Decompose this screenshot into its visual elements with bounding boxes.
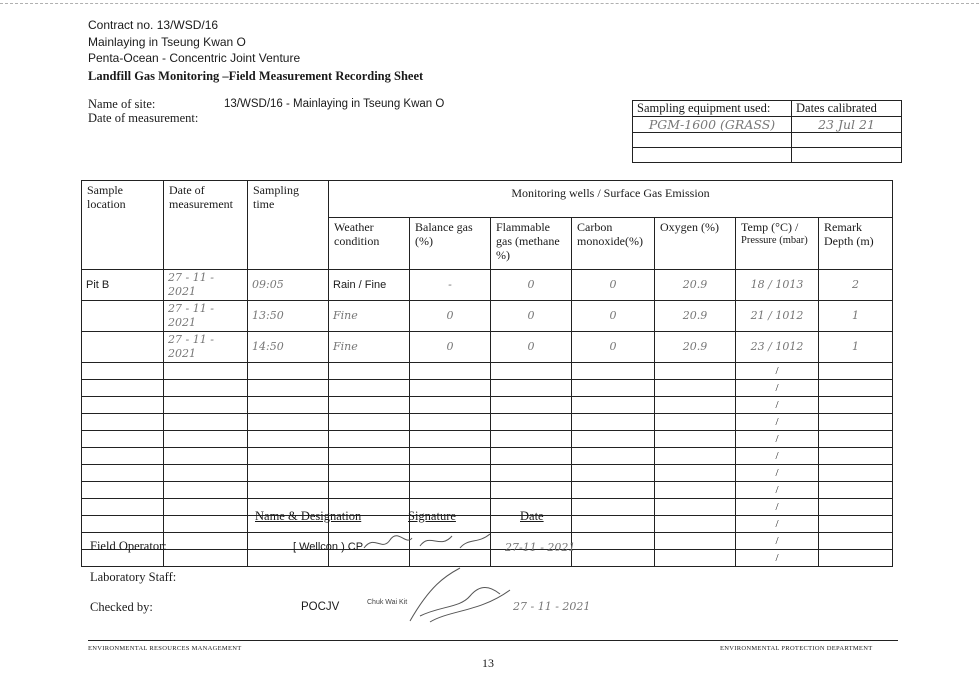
table-row [82, 332, 893, 363]
cell-location [82, 301, 164, 332]
cell-oxygen: 20.9 [655, 301, 736, 332]
cell-weather: Fine [329, 301, 410, 332]
cell-flammable: 0 [491, 270, 572, 301]
cell-temp: 23 / 1012 [736, 332, 819, 363]
cell-flammable: 0 [491, 332, 572, 363]
cell-carbon: 0 [572, 270, 655, 301]
col-weather: Weather condition [329, 217, 410, 269]
table-row [82, 301, 893, 332]
sheet-title: Landfill Gas Monitoring –Field Measurement Recording Sheet [88, 69, 424, 83]
cell-time: 13:50 [248, 301, 329, 332]
cell-date: 27 - 11 - 2021 [164, 301, 248, 332]
field-operator-signature [360, 528, 500, 556]
checked-by-label: Checked by: [90, 600, 153, 614]
col-sampling-time: Sampling time [248, 181, 329, 270]
col-monitoring-wells: Monitoring wells / Surface Gas Emission [329, 181, 893, 218]
empty-row [82, 414, 893, 431]
field-operator-label: Field Operator: [90, 539, 167, 553]
empty-row [82, 499, 893, 516]
checked-signature [400, 566, 530, 626]
temp-slash: / [736, 533, 819, 550]
contract-number: Contract no. 13/WSD/16 [88, 18, 219, 32]
cell-balance: 0 [410, 301, 491, 332]
temp-slash: / [736, 414, 819, 431]
col-signature: Signature [408, 509, 456, 523]
col-name-designation: Name & Designation [255, 509, 362, 523]
temp-slash: / [736, 550, 819, 567]
col-date-of-measurement: Date of measurement [164, 181, 248, 270]
col-sample-location: Sample location [82, 181, 164, 270]
cell-weather: Fine [329, 332, 410, 363]
cell-remark: 1 [819, 332, 893, 363]
scan-edge [0, 3, 979, 4]
monitoring-table [81, 180, 893, 567]
cell-carbon: 0 [572, 332, 655, 363]
cell-time: 09:05 [248, 270, 329, 301]
cell-oxygen: 20.9 [655, 270, 736, 301]
project-name: Mainlaying in Tseung Kwan O [88, 35, 246, 49]
temp-slash: / [736, 448, 819, 465]
temp-slash: / [736, 363, 819, 380]
temp-slash: / [736, 465, 819, 482]
calibrated-value: 23 Jul 21 [792, 117, 902, 133]
cell-location [82, 332, 164, 363]
cell-flammable: 0 [491, 301, 572, 332]
date-of-measurement-label: Date of measurement: [88, 111, 199, 125]
cell-oxygen: 20.9 [655, 332, 736, 363]
col-carbon-monoxide: Carbon monoxide(%) [572, 217, 655, 269]
checked-by-name: POCJV [301, 601, 340, 613]
equipment-value: PGM-1600 (GRASS) [633, 117, 792, 133]
cell-date: 27 - 11 - 2021 [164, 332, 248, 363]
cell-balance: 0 [410, 332, 491, 363]
empty-row [82, 482, 893, 499]
contractor-name: Penta-Ocean - Concentric Joint Venture [88, 51, 301, 65]
col-balance-gas: Balance gas (%) [410, 217, 491, 269]
empty-row [82, 465, 893, 482]
empty-row [82, 363, 893, 380]
footer-left: ENVIRONMENTAL RESOURCES MANAGEMENT [88, 645, 242, 652]
col-oxygen: Oxygen (%) [655, 217, 736, 269]
equipment-table [632, 100, 902, 163]
field-operator-date: 27-11 - 2021 [505, 541, 576, 554]
cell-temp: 21 / 1012 [736, 301, 819, 332]
page-number: 13 [482, 656, 494, 670]
col-temp-pressure [736, 217, 819, 269]
col-flammable-gas: Flammable gas (methane %) [491, 217, 572, 269]
empty-row [82, 380, 893, 397]
site-name-label: Name of site: [88, 97, 156, 111]
checked-chop: Chuk Wai Kit [367, 599, 408, 606]
footer-rule [88, 640, 898, 641]
empty-row [82, 397, 893, 414]
laboratory-staff-label: Laboratory Staff: [90, 570, 177, 584]
temp-slash: / [736, 499, 819, 516]
calibrated-header: Dates calibrated [792, 101, 902, 117]
temp-slash: / [736, 397, 819, 414]
col-date: Date [520, 509, 544, 523]
field-operator-name: [ Wellcon ) CP [293, 541, 364, 553]
empty-row [82, 448, 893, 465]
cell-balance: - [410, 270, 491, 301]
site-name-value: 13/WSD/16 - Mainlaying in Tseung Kwan O [224, 98, 445, 110]
temp-slash: / [736, 482, 819, 499]
cell-carbon: 0 [572, 301, 655, 332]
cell-time: 14:50 [248, 332, 329, 363]
col-remark-depth: Remark Depth (m) [819, 217, 893, 269]
table-row [82, 270, 893, 301]
cell-temp: 18 / 1013 [736, 270, 819, 301]
checked-date: 27 - 11 - 2021 [513, 600, 591, 613]
temp-slash: / [736, 380, 819, 397]
pressure-label: Pressure (mbar) [741, 234, 808, 246]
temp-slash: / [736, 516, 819, 533]
temp-slash: / [736, 431, 819, 448]
empty-row [82, 431, 893, 448]
footer-right: ENVIRONMENTAL PROTECTION DEPARTMENT [720, 645, 873, 652]
cell-remark: 2 [819, 270, 893, 301]
cell-remark: 1 [819, 301, 893, 332]
cell-location: Pit B [82, 270, 164, 301]
cell-date: 27 - 11 - 2021 [164, 270, 248, 301]
temp-label: Temp (°C) / [741, 219, 799, 234]
cell-weather: Rain / Fine [329, 270, 410, 301]
equipment-header: Sampling equipment used: [633, 101, 792, 117]
